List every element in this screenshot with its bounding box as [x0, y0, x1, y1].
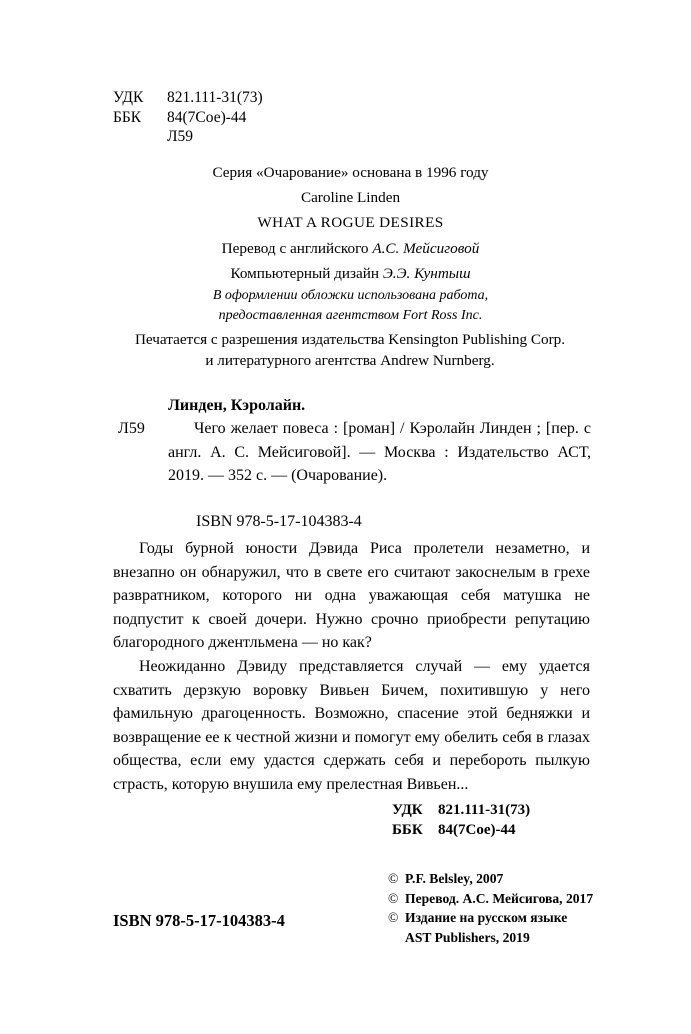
- cover-note-line2: предоставленная агентством Fort Ross Inc.: [218, 307, 483, 323]
- classification-codes-bottom: [392, 800, 530, 840]
- udk-label-top: УДК: [113, 89, 144, 106]
- isbn-inner: ISBN 978-5-17-104383-4: [196, 513, 362, 530]
- design-credit: [113, 261, 588, 286]
- udk-row-bottom: [392, 800, 530, 820]
- isbn-bottom: ISBN 978-5-17-104383-4: [113, 911, 285, 930]
- series-founded-line: Серия «Очарование» основана в 1996 году: [212, 164, 489, 181]
- copyright-block: [388, 869, 593, 947]
- copyright-text-2: Перевод. А.С. Мейсигова, 2017: [405, 890, 594, 906]
- copyright-text-3: Издание на русском языке: [405, 910, 568, 926]
- shelf-mark-top: Л59: [167, 128, 194, 145]
- udk-row-top: [113, 88, 263, 108]
- printing-permission-note: [100, 329, 600, 371]
- bbk-row-bottom: [392, 820, 530, 840]
- translation-credit: [113, 236, 588, 261]
- catalog-author-heading: Линден, Кэролайн.: [168, 397, 306, 414]
- permission-line2: и литературного агентства Andrew Nurnberg.: [205, 352, 495, 369]
- udk-value-bottom: 821.111-31(73): [438, 802, 531, 818]
- catalog-body: [113, 417, 591, 488]
- copyright-row-1: [388, 869, 593, 889]
- permission-line1: Печатается с разрешения издательства Kensington Publishing Corp.: [134, 331, 566, 348]
- cover-note-line1: В оформлении обложки использована работа,: [212, 288, 489, 303]
- copyright-row-2: [388, 889, 593, 909]
- catalog-entry: [113, 394, 591, 488]
- annotation-paragraph-2: Неожиданно Дэвиду представляется случай — ему удается схватить дерзкую воровку Вивьен Бичем, похитившую у него фамильную драгоценность. Возможно, спасение этой бедняжки и возвращение ее к честной жизни и помогут ему обелить себя в глазах общества, если ему удастся сдержать себя и перебороть пылкую страсть, которую внушила ему прелестная Вивьен...: [113, 657, 590, 793]
- original-title: WHAT A ROGUE DESIRES: [257, 214, 444, 231]
- translator-name: А.С. Мейсиговой: [372, 240, 480, 257]
- series-credits-block: [113, 160, 588, 286]
- bbk-label-top: ББК: [113, 108, 142, 126]
- copyright-row-3: [388, 908, 593, 928]
- original-author: Caroline Linden: [300, 189, 401, 206]
- designer-name: Э.Э. Кунтыш: [382, 265, 471, 282]
- udk-value-top: 821.111-31(73): [167, 89, 263, 106]
- bbk-row-top: [113, 108, 263, 128]
- copyright-icon: ©: [388, 910, 399, 926]
- copyright-text-1: P.F. Belsley, 2007: [405, 871, 504, 886]
- cover-artwork-note: [113, 286, 588, 325]
- annotation-paragraph-1: Годы бурной юности Дэвида Риса пролетели незаметно, и внезапно он обнаружил, что в свете его считают закоснелым в грехе развратником, которого ни одна уважающая себя матушка не подпустит к своей дочери. Нужно срочно приобрести репутацию благородного джентльмена — но как?: [113, 540, 590, 652]
- copyright-icon: ©: [388, 890, 399, 906]
- annotation-block: [113, 537, 590, 797]
- bbk-value-bottom: 84(7Сое)-44: [438, 822, 516, 838]
- copyright-icon: ©: [388, 871, 399, 886]
- catalog-shelf-mark: Л59: [118, 420, 145, 437]
- copyright-publisher-line: AST Publishers, 2019: [405, 929, 530, 945]
- bbk-value-top: 84(7Сое)-44: [167, 108, 247, 126]
- design-label: Компьютерный дизайн: [230, 265, 383, 282]
- translation-label: Перевод с английского: [221, 240, 373, 257]
- udk-label-bottom: УДК: [392, 802, 423, 818]
- bbk-label-bottom: ББК: [392, 822, 423, 838]
- catalog-description: Чего желает повеса : [роман] / Кэролайн Линден ; [пер. с англ. А. С. Мейсиговой]. — Москва : Издательство АСТ, 2019. — 352 с. — (Очарование).: [168, 420, 591, 484]
- classification-codes-top: [113, 88, 263, 147]
